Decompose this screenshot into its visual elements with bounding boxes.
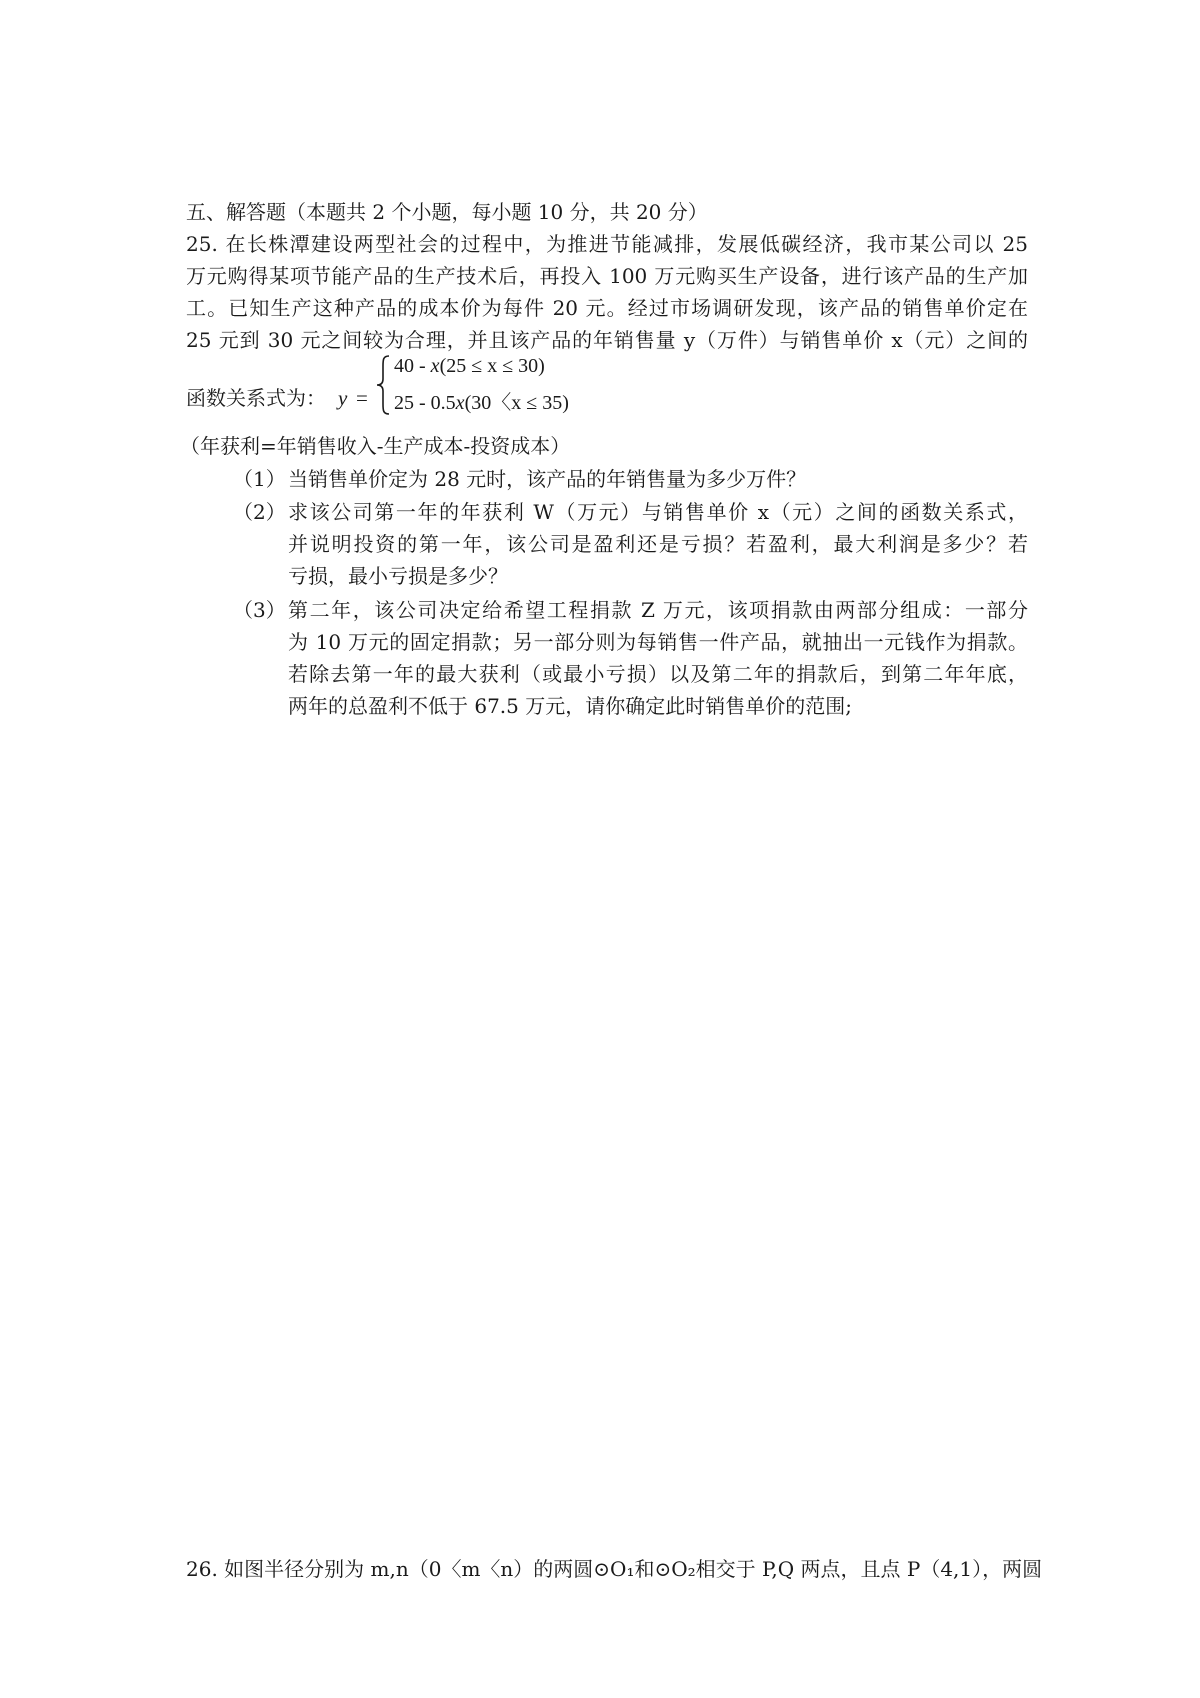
part-2-line-2: 并说明投资的第一年，该公司是盈利还是亏损？若盈利，最大利润是多少？若 xyxy=(288,532,1028,556)
part-2-line-3: 亏损，最小亏损是多少？ xyxy=(288,564,508,588)
part-1-number: （1） xyxy=(233,467,286,491)
part-2-number: （2） xyxy=(233,500,286,524)
q25-line-2: 万元购得某项节能产品的生产技术后，再投入 100 万元购买生产设备，进行该产品的生产加 xyxy=(186,264,1028,288)
q25-line-3: 工。已知生产这种产品的成本价为每件 20 元。经过市场调研发现，该产品的销售单价定在 xyxy=(186,296,1028,320)
formula-label: 函数关系式为： xyxy=(186,386,326,410)
part-3-line-3: 若除去第一年的最大获利（或最小亏损）以及第二年的捐款后，到第二年年底， xyxy=(288,662,1028,686)
case-2-range: (30〈x ≤ 35) xyxy=(464,392,569,414)
formula-y: y xyxy=(338,386,348,410)
case-1-var: x xyxy=(430,355,440,377)
part-3-line-4: 两年的总盈利不低于 67.5 万元，请你确定此时销售单价的范围; xyxy=(288,694,852,718)
section-title: 五、解答题（本题共 2 个小题，每小题 10 分，共 20 分） xyxy=(186,200,708,224)
q26-line-1: 26. 如图半径分别为 m,n（0〈m〈n）的两圆⊙O₁和⊙O₂相交于 P,Q 两点，且点 P（4,1），两圆 xyxy=(186,1557,1043,1581)
part-3-line-1: 第二年，该公司决定给希望工程捐款 Z 万元，该项捐款由两部分组成：一部分 xyxy=(288,598,1028,622)
part-1-line-1: 当销售单价定为 28 元时，该产品的年销售量为多少万件？ xyxy=(288,467,807,491)
formula-equals: = xyxy=(356,386,368,410)
case-2-var: x xyxy=(455,392,465,414)
formula-case-2 xyxy=(394,390,569,416)
part-3-number: （3） xyxy=(233,598,286,622)
case-2-prefix: 25 - 0.5 xyxy=(394,392,456,414)
part-3-line-2: 为 10 万元的固定捐款；另一部分则为每销售一件产品，就抽出一元钱作为捐款。 xyxy=(288,630,1028,654)
brace-icon xyxy=(374,354,392,416)
q25-line-1: 25. 在长株潭建设两型社会的过程中，为推进节能减排，发展低碳经济，我市某公司以 25 xyxy=(186,232,1028,256)
profit-note: （年获利=年销售收入-生产成本-投资成本） xyxy=(180,434,571,458)
formula-case-1 xyxy=(394,353,545,379)
part-2-line-1: 求该公司第一年的年获利 W（万元）与销售单价 x（元）之间的函数关系式， xyxy=(288,500,1028,524)
q25-line-4: 25 元到 30 元之间较为合理，并且该产品的年销售量 y（万件）与销售单价 x（元）之间的 xyxy=(186,328,1028,352)
case-1-prefix: 40 - xyxy=(394,355,431,377)
case-1-range: (25 ≤ x ≤ 30) xyxy=(439,355,545,377)
